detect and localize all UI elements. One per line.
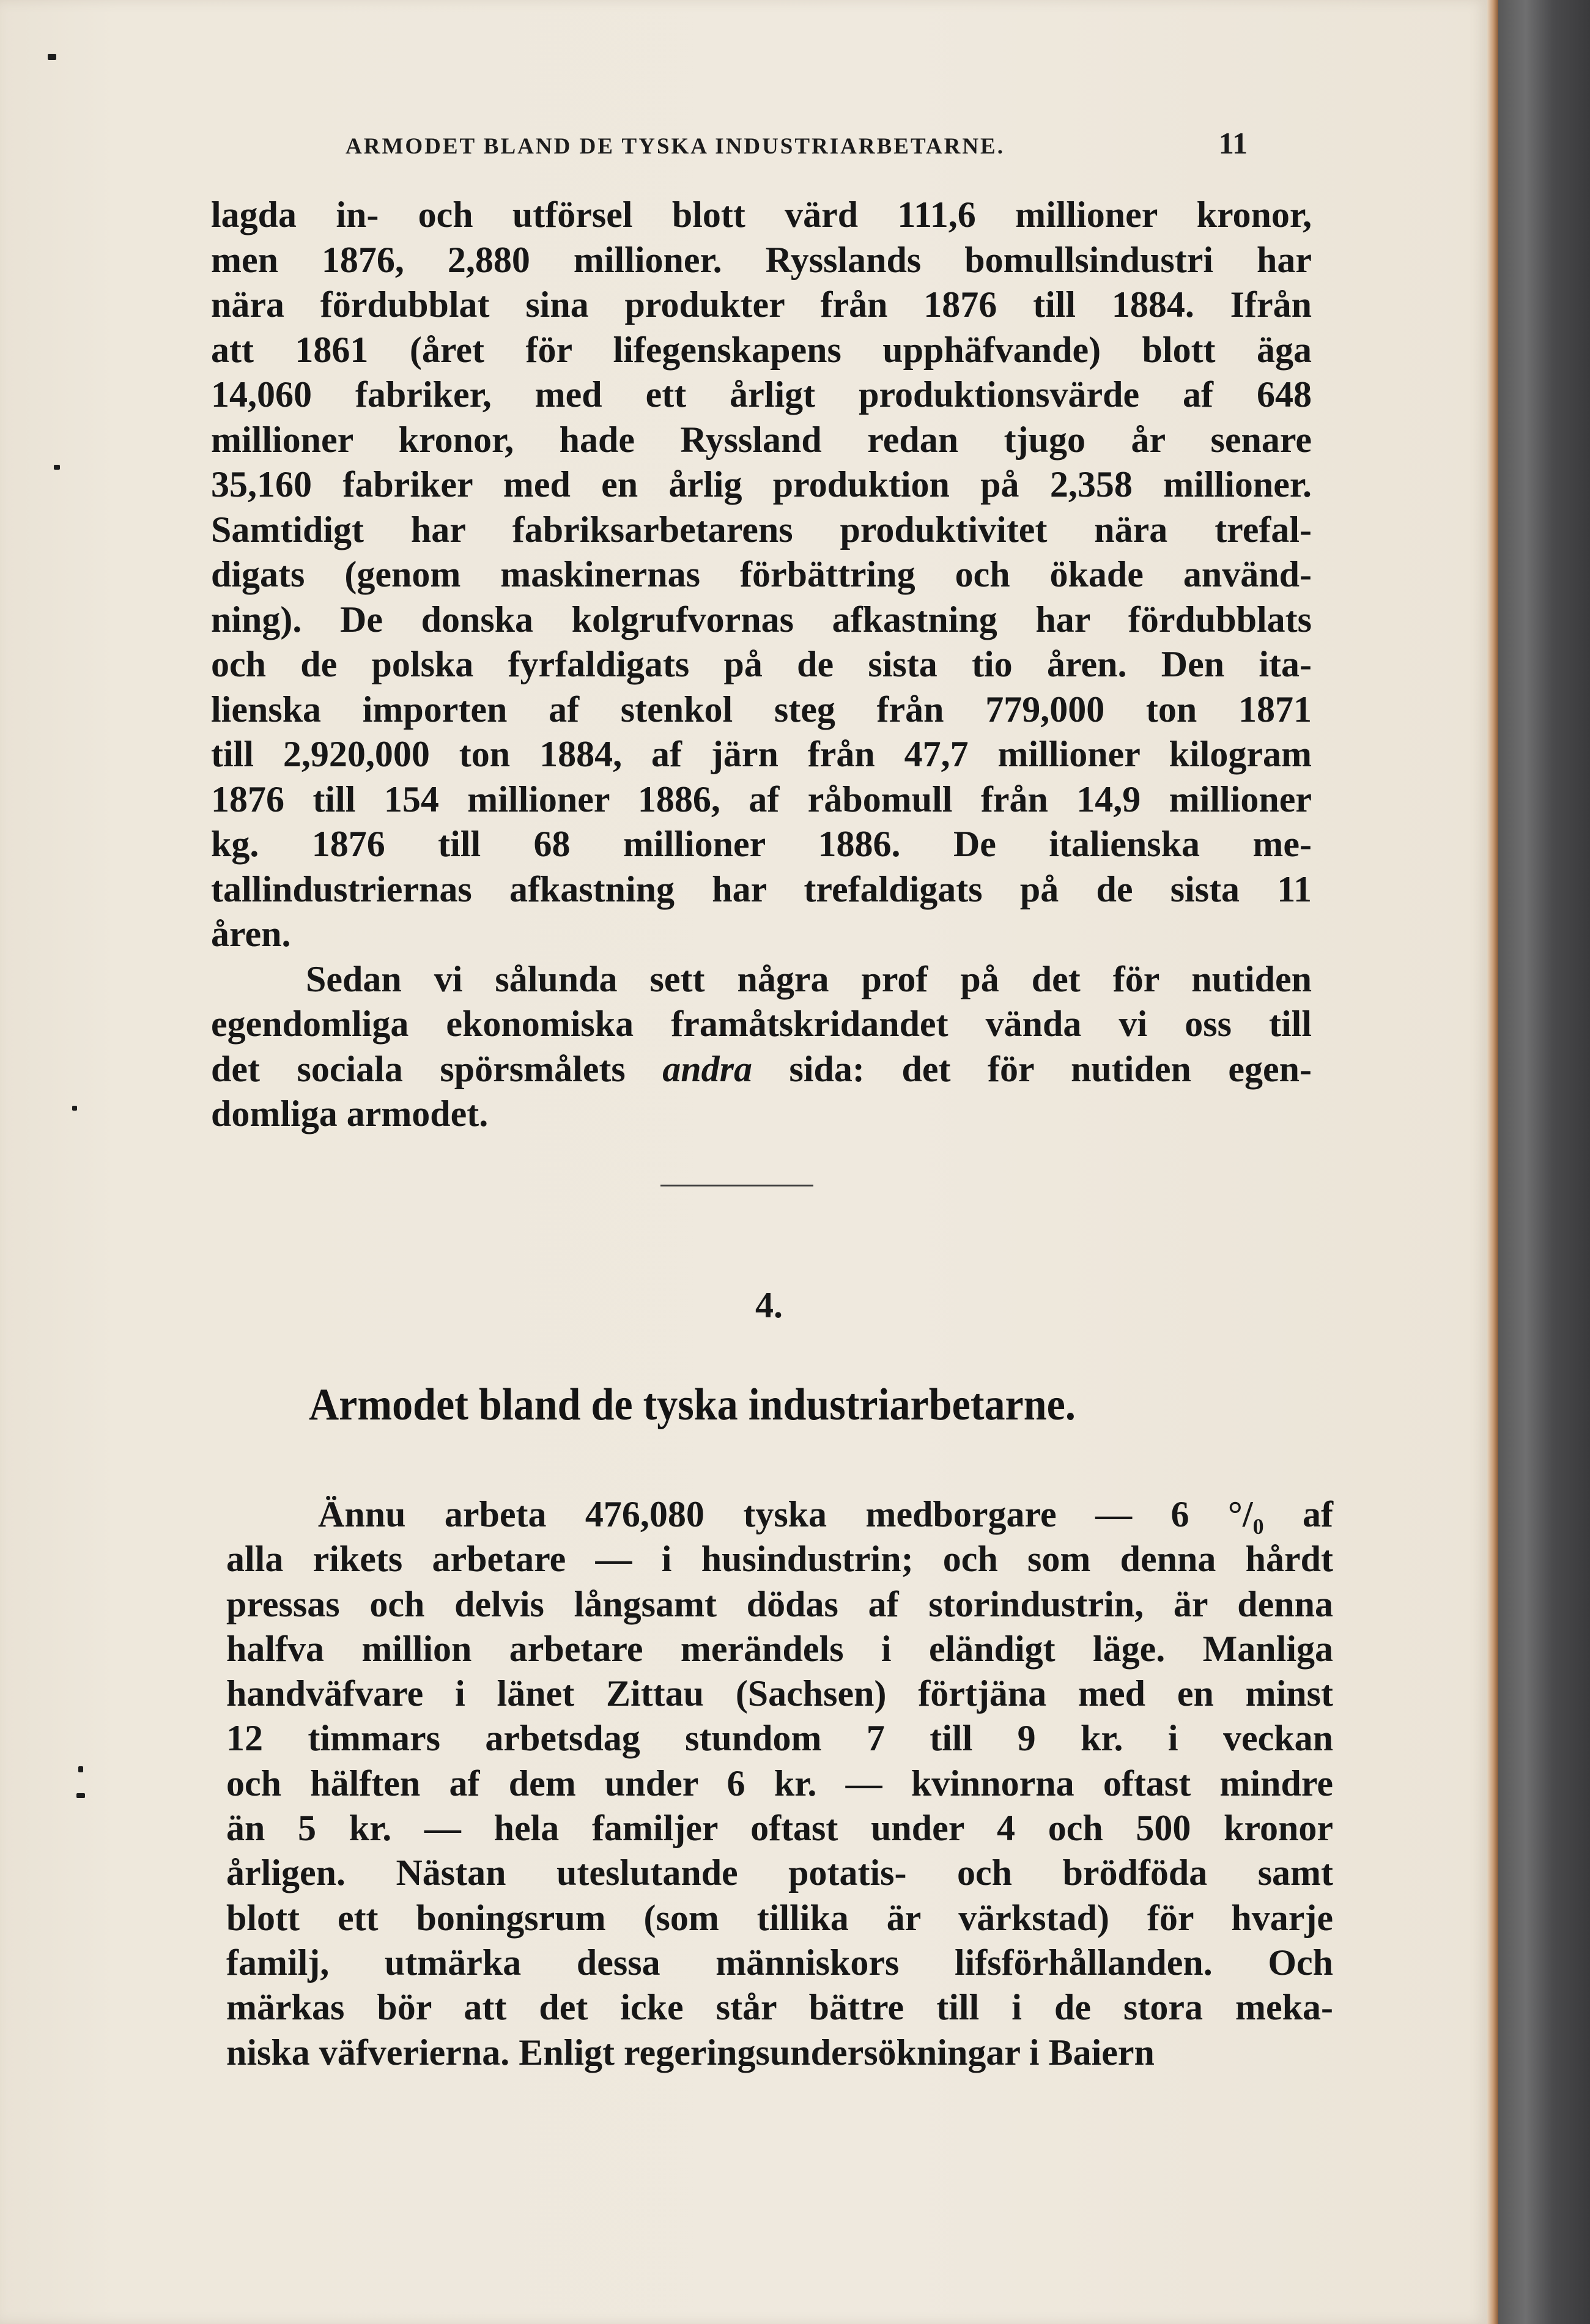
text-line: pressas och delvis långsamt dödas af storindustrin, är denna <box>226 1583 1333 1624</box>
text-line: nära fördubblat sina produkter från 1876 till 1884. Ifrån <box>211 284 1312 325</box>
text-line: Sedan vi sålunda sett några prof på det för nutiden <box>306 958 1312 999</box>
emphasis-andra: andra <box>662 1048 752 1089</box>
text-line: 14,060 fabriker, med ett årligt produktionsvärde af 648 <box>211 374 1312 415</box>
ink-speck <box>72 1106 77 1111</box>
text-line: 1876 till 154 millioner 1886, af råbomull från 14,9 millioner <box>211 779 1312 820</box>
text-line: 12 timmars arbetsdag stundom 7 till 9 kr. i veckan <box>226 1718 1333 1759</box>
text-line: blott ett boningsrum (som tillika är värkstad) för hvarje <box>226 1897 1333 1938</box>
text-line: än 5 kr. — hela familjer oftast under 4 och 500 kronor <box>226 1808 1333 1849</box>
text-line: märkas bör att det icke står bättre till i de stora meka- <box>226 1987 1333 2028</box>
section-number: 4. <box>755 1285 783 1325</box>
text-line: till 2,920,000 ton 1884, af järn från 47,7 millioner kilogram <box>211 734 1312 774</box>
text-line: millioner kronor, hade Ryssland redan tjugo år senare <box>211 419 1312 460</box>
text-line: domliga armodet. <box>211 1094 489 1134</box>
text-line: niska väfverierna. Enligt regeringsundersökningar i Baiern <box>226 2032 1155 2073</box>
text-line: lienska importen af stenkol steg från 779,000 ton 1871 <box>211 689 1312 730</box>
text-segment: det sociala spörsmålets <box>211 1048 663 1089</box>
section-divider <box>660 1185 813 1186</box>
text-line: lagda in- och utförsel blott värd 111,6 millioner kronor, <box>211 194 1312 235</box>
text-line: årligen. Nästan uteslutande potatis- och brödföda samt <box>226 1852 1333 1893</box>
ink-speck <box>78 1766 83 1772</box>
text-line: och de polska fyrfaldigats på de sista tio åren. Den ita- <box>211 644 1312 684</box>
ink-speck <box>54 465 60 470</box>
text-line: alla rikets arbetare — i husindustrin; och som denna hårdt <box>226 1539 1333 1580</box>
section-title: Armodet bland de tyska industriarbetarne. <box>309 1380 1076 1430</box>
text-line: ning). De donska kolgrufvornas afkastning har fördubblats <box>211 599 1312 640</box>
text-line-with-emphasis <box>211 1047 1312 1092</box>
page-number: 11 <box>1218 126 1248 160</box>
text-segment: sida: det för nutiden egen- <box>752 1048 1312 1089</box>
paragraph-1 <box>211 193 1312 957</box>
text-line: egendomliga ekonomiska framåtskridandet vända vi oss till <box>211 1004 1312 1044</box>
ink-speck <box>48 54 56 60</box>
text-line: halfva million arbetare merändels i eländigt läge. Manliga <box>226 1628 1333 1669</box>
text-line: tallindustriernas afkastning har trefaldigats på de sista 11 <box>211 868 1312 909</box>
text-line: och hälften af dem under 6 kr. — kvinnorna oftast mindre <box>226 1763 1333 1804</box>
body-text-bottom <box>226 1492 1333 2075</box>
text-line: digats (genom maskinernas förbättring och ökade använd- <box>211 554 1312 594</box>
text-line: familj, utmärka dessa människors lifsförhållanden. Och <box>226 1942 1333 1983</box>
page-edge <box>1487 0 1498 2324</box>
text-line: men 1876, 2,880 millioner. Rysslands bomullsindustri har <box>211 239 1312 280</box>
text-line: handväfvare i länet Zittau (Sachsen) förtjäna med en minst <box>226 1673 1333 1714</box>
running-head: ARMODET BLAND DE TYSKA INDUSTRIARBETARNE. <box>346 134 1005 159</box>
text-line: kg. 1876 till 68 millioner 1886. De italienska me- <box>211 824 1312 864</box>
text-line: åren. <box>211 914 291 954</box>
text-line: Ännu arbeta 476,080 tyska medborgare — 6 °/₀ af <box>318 1494 1333 1534</box>
paragraph-2 <box>211 957 1312 1137</box>
text-line: 35,160 fabriker med en årlig produktion på 2,358 millioner. <box>211 464 1312 505</box>
ink-speck <box>76 1793 85 1798</box>
page-header <box>346 125 1248 161</box>
text-line: att 1861 (året för lifegenskapens upphäfvande) blott äga <box>211 329 1312 370</box>
book-cover-backdrop <box>1498 0 1590 2324</box>
body-text-top <box>211 193 1312 1137</box>
text-line: Samtidigt har fabriksarbetarens produktivitet nära trefal- <box>211 509 1312 550</box>
